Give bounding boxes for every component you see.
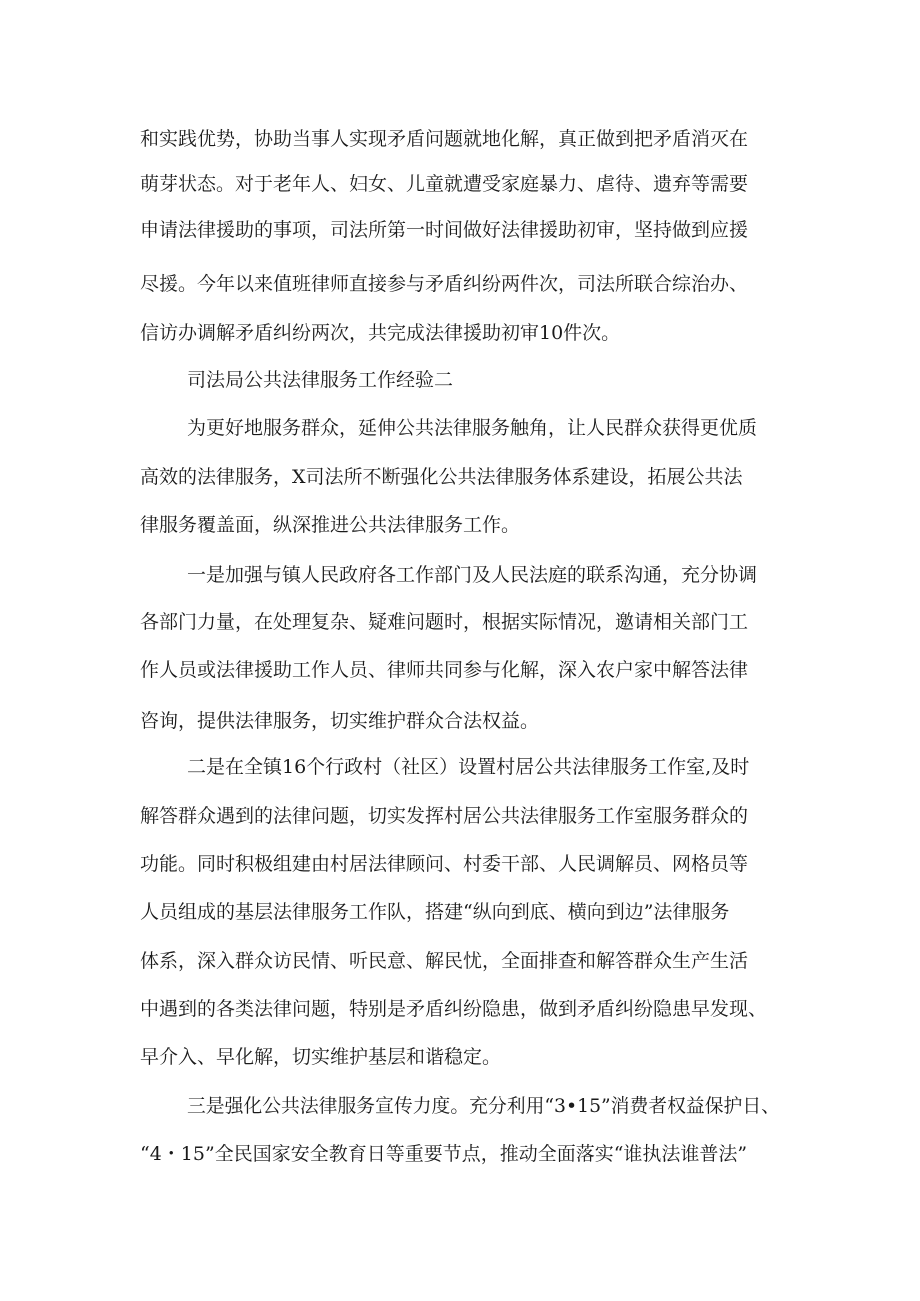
line-text: 咨询，提供法律服务，切实维护群众合法权益。 bbox=[140, 710, 540, 732]
text-line bbox=[0, 655, 920, 685]
text-line bbox=[0, 269, 920, 299]
line-text: 解答群众遇到的法律问题，切实发挥村居公共法律服务工作室服务群众的 bbox=[140, 805, 749, 827]
text-line bbox=[0, 169, 920, 199]
line-text: 人员组成的基层法律服务工作队，搭建“纵向到底、横向到边”法律服务 bbox=[140, 901, 730, 923]
text-line bbox=[0, 946, 920, 976]
line-text: “4・15”全民国家安全教育日等重要节点，推动全面落实“谁执法谁普法” bbox=[140, 1143, 748, 1165]
line-text: 为更好地服务群众，延伸公共法律服务触角，让人民群众获得更优质 bbox=[187, 417, 758, 439]
text-line bbox=[0, 124, 920, 154]
text-line bbox=[0, 706, 920, 736]
line-text: 功能。同时积极组建由村居法律顾问、村委干部、人民调解员、网格员等 bbox=[140, 853, 749, 875]
text-line bbox=[0, 994, 920, 1024]
line-text: 三是强化公共法律服务宣传力度。充分利用“3•15”消费者权益保护日、 bbox=[187, 1095, 780, 1117]
text-line bbox=[0, 849, 920, 879]
text-line bbox=[0, 215, 920, 245]
text-line bbox=[0, 607, 920, 637]
text-line bbox=[0, 462, 920, 492]
line-text: 体系，深入群众访民情、听民意、解民忧，全面排查和解答群众生产生活 bbox=[140, 950, 749, 972]
line-text: 申请法律援助的事项，司法所第一时间做好法律援助初审，坚持做到应援 bbox=[140, 219, 749, 241]
line-text: 尽援。今年以来值班律师直接参与矛盾纠纷两件次，司法所联合综治办、 bbox=[140, 273, 749, 295]
line-text: 信访办调解矛盾纠纷两次，共完成法律援助初审10件次。 bbox=[140, 322, 621, 344]
text-line bbox=[0, 897, 920, 927]
line-text: 和实践优势，协助当事人实现矛盾问题就地化解，真正做到把矛盾消灭在 bbox=[140, 128, 749, 150]
paragraph-first-line bbox=[0, 752, 920, 782]
line-text: 一是加强与镇人民政府各工作部门及人民法庭的联系沟通，充分协调 bbox=[187, 564, 758, 586]
line-text: 各部门力量，在处理复杂、疑难问题时，根据实际情况，邀请相关部门工 bbox=[140, 611, 749, 633]
line-text: 萌芽状态。对于老年人、妇女、儿童就遭受家庭暴力、虐待、遗弃等需要 bbox=[140, 173, 749, 195]
heading-text: 司法局公共法律服务工作经验二 bbox=[187, 369, 454, 391]
text-line bbox=[0, 318, 920, 348]
line-text: 作人员或法律援助工作人员、律师共同参与化解，深入农户家中解答法律 bbox=[140, 659, 749, 681]
line-text: 早介入、早化解，切实维护基层和谐稳定。 bbox=[140, 1046, 502, 1068]
section-heading bbox=[0, 365, 920, 395]
text-line bbox=[0, 801, 920, 831]
line-text: 中遇到的各类法律问题，特别是矛盾纠纷隐患，做到矛盾纠纷隐患早发现、 bbox=[140, 998, 768, 1020]
text-line bbox=[0, 510, 920, 540]
paragraph-first-line bbox=[0, 1091, 920, 1121]
line-text: 高效的法律服务，X司法所不断强化公共法律服务体系建设，拓展公共法 bbox=[140, 466, 743, 488]
line-text: 二是在全镇16个行政村（社区）设置村居公共法律服务工作室,及时 bbox=[187, 756, 750, 778]
text-line bbox=[0, 1139, 920, 1169]
text-line bbox=[0, 1042, 920, 1072]
line-text: 律服务覆盖面，纵深推进公共法律服务工作。 bbox=[140, 514, 521, 536]
paragraph-first-line bbox=[0, 413, 920, 443]
paragraph-first-line bbox=[0, 560, 920, 590]
